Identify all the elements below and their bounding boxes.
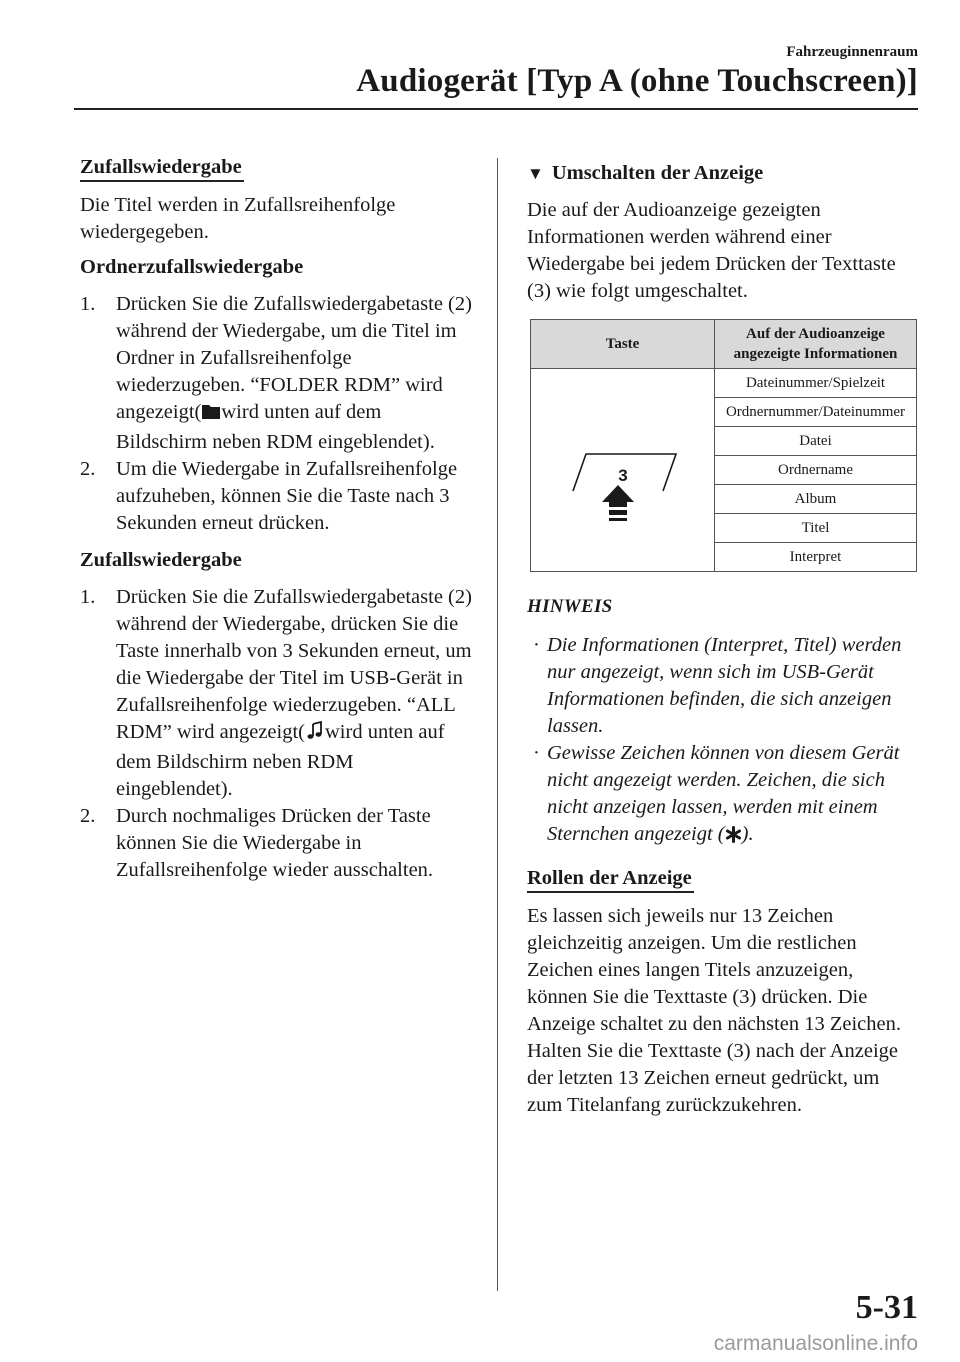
key-illustration-cell <box>531 369 715 572</box>
column-divider <box>497 158 498 1291</box>
svg-text:3: 3 <box>618 466 628 485</box>
table-cell: Ordnernummer/Dateinummer <box>715 398 917 427</box>
table-cell: Datei <box>715 427 917 456</box>
table-cell: Interpret <box>715 543 917 572</box>
all-random-steps <box>80 584 472 884</box>
all-random-heading: Zufallswiedergabe <box>80 549 242 571</box>
note-heading: HINWEIS <box>527 596 613 617</box>
table-header-info: Auf der Audioanzeige angezeigte Informationen <box>715 320 917 369</box>
folder-icon <box>201 401 221 429</box>
display-info-table <box>530 319 917 572</box>
table-header-row <box>531 320 917 369</box>
section-title-random: Zufallswiedergabe <box>80 156 244 182</box>
music-note-icon <box>305 721 325 749</box>
left-column <box>80 156 472 896</box>
list-item: 1. Drücken Sie die Zufallswiedergabetaste (2) während der Wiedergabe, um die Titel im Ordner in Zufallsreihenfolge wiederzugeben. “FOLDER RDM” wird angezeigt( wird unten auf dem Bildschirm neben RDM eingeblendet). <box>80 293 472 453</box>
list-item: 1. Drücken Sie die Zufallswiedergabetaste (2) während der Wiedergabe, drücken Sie die Taste innerhalb von 3 Sekunden erneut, um die Wiedergabe der Titel im USB-Gerät in Zufallsreihenfolge wiederzugeben. “ALL RDM” wird angezeigt( wird unten auf dem Bildschirm neben RDM eingeblendet). <box>80 586 472 800</box>
header-rule <box>74 108 918 110</box>
bullet-icon: · <box>533 634 540 656</box>
right-column <box>527 156 917 1129</box>
table-cell: Titel <box>715 514 917 543</box>
folder-random-heading: Ordnerzufallswiedergabe <box>80 256 304 278</box>
list-item: · Die Informationen (Interpret, Titel) werden nur angezeigt, wenn sich im USB-Gerät Informationen befinden, die sich anzeigen lassen. <box>533 634 902 737</box>
table-cell: Ordnername <box>715 456 917 485</box>
table-cell: Album <box>715 485 917 514</box>
asterisk-icon <box>725 824 742 851</box>
list-item: 2. Um die Wiedergabe in Zufallsreihenfolge aufzuheben, können Sie die Taste nach 3 Sekunden erneut drücken. <box>80 458 458 534</box>
random-intro: Die Titel werden in Zufallsreihenfolge wiedergegeben. <box>80 194 396 243</box>
press-arrow-icon <box>602 485 634 521</box>
list-item: 2. Durch nochmaliges Drücken der Taste können Sie die Wiedergabe in Zufallsreihenfolge wieder ausschalten. <box>80 805 434 881</box>
display-switch-heading: ▼ Umschalten der Anzeige <box>527 162 764 184</box>
header-section-label: Fahrzeuginnenraum <box>786 44 918 60</box>
note-list <box>527 632 917 851</box>
folder-random-steps <box>80 291 472 537</box>
watermark: carmanualsonline.info <box>713 1332 918 1355</box>
triangle-down-icon: ▼ <box>527 164 544 183</box>
page-number: 5-31 <box>855 1289 918 1326</box>
text-key-illustration <box>531 377 714 557</box>
scroll-text: Es lassen sich jeweils nur 13 Zeichen gleichzeitig anzeigen. Um die restlichen Zeichen eines langen Titels anzuzeigen, können Sie die Texttaste (3) drücken. Die Anzeige schaltet zu den nächsten 13 Zeichen. Halten Sie die Texttaste (3) nach der Anzeige der letzten 13 Zeichen erneut gedrückt, um zum Titelanfang zurückzukehren. <box>527 905 901 1116</box>
table-header-key: Taste <box>531 320 715 369</box>
bullet-icon: · <box>533 742 540 764</box>
section-title-scroll: Rollen der Anzeige <box>527 867 694 893</box>
table-cell: Dateinummer/Spielzeit <box>715 369 917 398</box>
table-row <box>531 369 917 398</box>
display-switch-text: Die auf der Audioanzeige gezeigten Informationen werden während einer Wiedergabe bei jedem Drücken der Texttaste (3) wie folgt umgeschaltet. <box>527 199 896 302</box>
list-item: · Gewisse Zeichen können von diesem Gerät nicht angezeigt werden. Zeichen, die sich nicht anzeigen lassen, werden mit einem Sternchen angezeigt ( ). <box>527 740 917 851</box>
page-title: Audiogerät [Typ A (ohne Touchscreen)] <box>356 63 918 99</box>
